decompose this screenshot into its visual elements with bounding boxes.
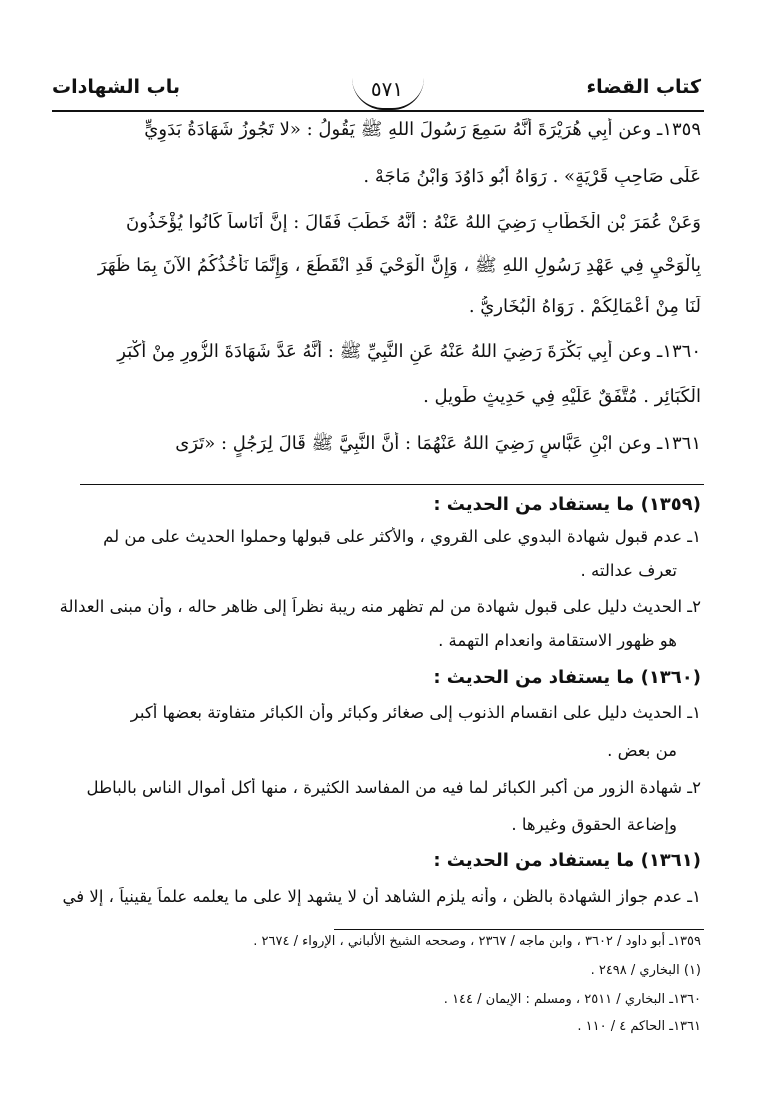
- footnote: ١٣٦٠ـ البخاري / ٢٥١١ ، ومسلم : الإيمان / ١٤٤ .: [443, 992, 701, 1007]
- benefit-line: ٢ـ شهادة الزور من أكبر الكبائر لما فيه من المفاسد الكثيرة ، منها أكل أموال الناس بالباطل: [86, 778, 701, 797]
- chapter-title: باب الشهادات: [52, 76, 180, 98]
- benefit-line: تعرف عدالته .: [580, 561, 677, 580]
- book-title: كتاب القضاء: [586, 76, 701, 98]
- page-number: ٥٧١: [370, 77, 404, 101]
- benefit-line: من بعض .: [607, 741, 677, 760]
- benefit-line: ١ـ عدم جواز الشهادة بالظن ، وأنه يلزم الشاهد أن لا يشهد إلا على ما يعلمه علماً يقينياً ، إلا في: [62, 887, 701, 906]
- benefit-line: ١ـ الحديث دليل على انقسام الذنوب إلى صغائر وكبائر وأن الكبائر متفاوتة بعضها أكبر: [130, 703, 701, 722]
- header-rule: [52, 110, 704, 112]
- benefits-heading: (١٣٥٩) ما يستفاد من الحديث :: [433, 494, 701, 515]
- hadith-line: وَعَنْ عُمَرَ بْنِ الْخَطَّابِ رَضِيَ اللهُ عَنْهُ : أَنَّهُ خَطَبَ فَقَالَ : إِنَّ أُنَاساً كَانُوا يُؤْخَذُونَ: [125, 212, 701, 233]
- section-rule: [80, 484, 704, 485]
- benefits-heading: (١٣٦٠) ما يستفاد من الحديث :: [433, 667, 701, 688]
- benefits-heading: (١٣٦١) ما يستفاد من الحديث :: [433, 850, 701, 871]
- benefit-line: ٢ـ الحديث دليل على قبول شهادة من لم تظهر منه ريبة نظراً إلى ظاهر حاله ، وأن مبنى العدالة: [59, 597, 701, 616]
- footnote-rule: [334, 929, 704, 930]
- footnote: ١٣٥٩ـ أبو داود / ٣٦٠٢ ، وابن ماجه / ٢٣٦٧ ، وصححه الشيخ الألباني ، الإرواء / ٢٦٧٤ .: [253, 934, 701, 949]
- benefit-line: هو ظهور الاستقامة وانعدام التهمة .: [438, 631, 677, 650]
- hadith-line: ١٣٦١ـ وعن ابْنِ عَبَّاسٍ رَضِيَ اللهُ عَنْهُمَا : أَنَّ النَّبِيَّ ﷺ قَالَ لِرَجُلٍ : «تَرَى: [175, 433, 701, 454]
- footnote: (١) البخاري / ٢٤٩٨ .: [590, 963, 701, 978]
- benefit-line: وإضاعة الحقوق وغيرها .: [511, 815, 677, 834]
- hadith-line: الْكَبَائِرِ . مُتَّفَقٌ عَلَيْهِ فِي حَدِيثٍ طَوِيلٍ .: [423, 386, 701, 407]
- hadith-line: عَلَى صَاحِبِ قَرْيَةٍ» . رَوَاهُ أَبُو دَاوُدَ وَابْنُ مَاجَهْ .: [363, 166, 701, 187]
- footnote: ١٣٦١ـ الحاكم ٤ / ١١٠ .: [577, 1019, 701, 1034]
- benefit-line: ١ـ عدم قبول شهادة البدوي على القروي ، والأكثر على قبولها وحملوا الحديث على من لم: [103, 527, 701, 546]
- hadith-line: ١٣٦٠ـ وعن أَبِي بَكْرَةَ رَضِيَ اللهُ عَنْهُ عَنِ النَّبِيِّ ﷺ : أَنَّهُ عَدَّ شَهَادَةَ الزُّورِ مِنْ أَكْبَرِ: [117, 341, 701, 362]
- hadith-line: لَنَا مِنْ أَعْمَالِكُمْ . رَوَاهُ الْبُخَارِيُّ .: [468, 296, 701, 317]
- hadith-line: ١٣٥٩ـ وعن أَبِي هُرَيْرَةَ أَنَّهُ سَمِعَ رَسُولَ اللهِ ﷺ يَقُولُ : «لا تَجُوزُ شَهَادَةُ بَدَوِيٍّ: [144, 119, 701, 140]
- hadith-line: بِالْوَحْيِ فِي عَهْدِ رَسُولِ اللهِ ﷺ ، وَإِنَّ الْوَحْيَ قَدِ انْقَطَعَ ، وَإِنَّمَا نَأْخُذُكُمُ الآنَ بِمَا ظَهَرَ: [97, 255, 701, 276]
